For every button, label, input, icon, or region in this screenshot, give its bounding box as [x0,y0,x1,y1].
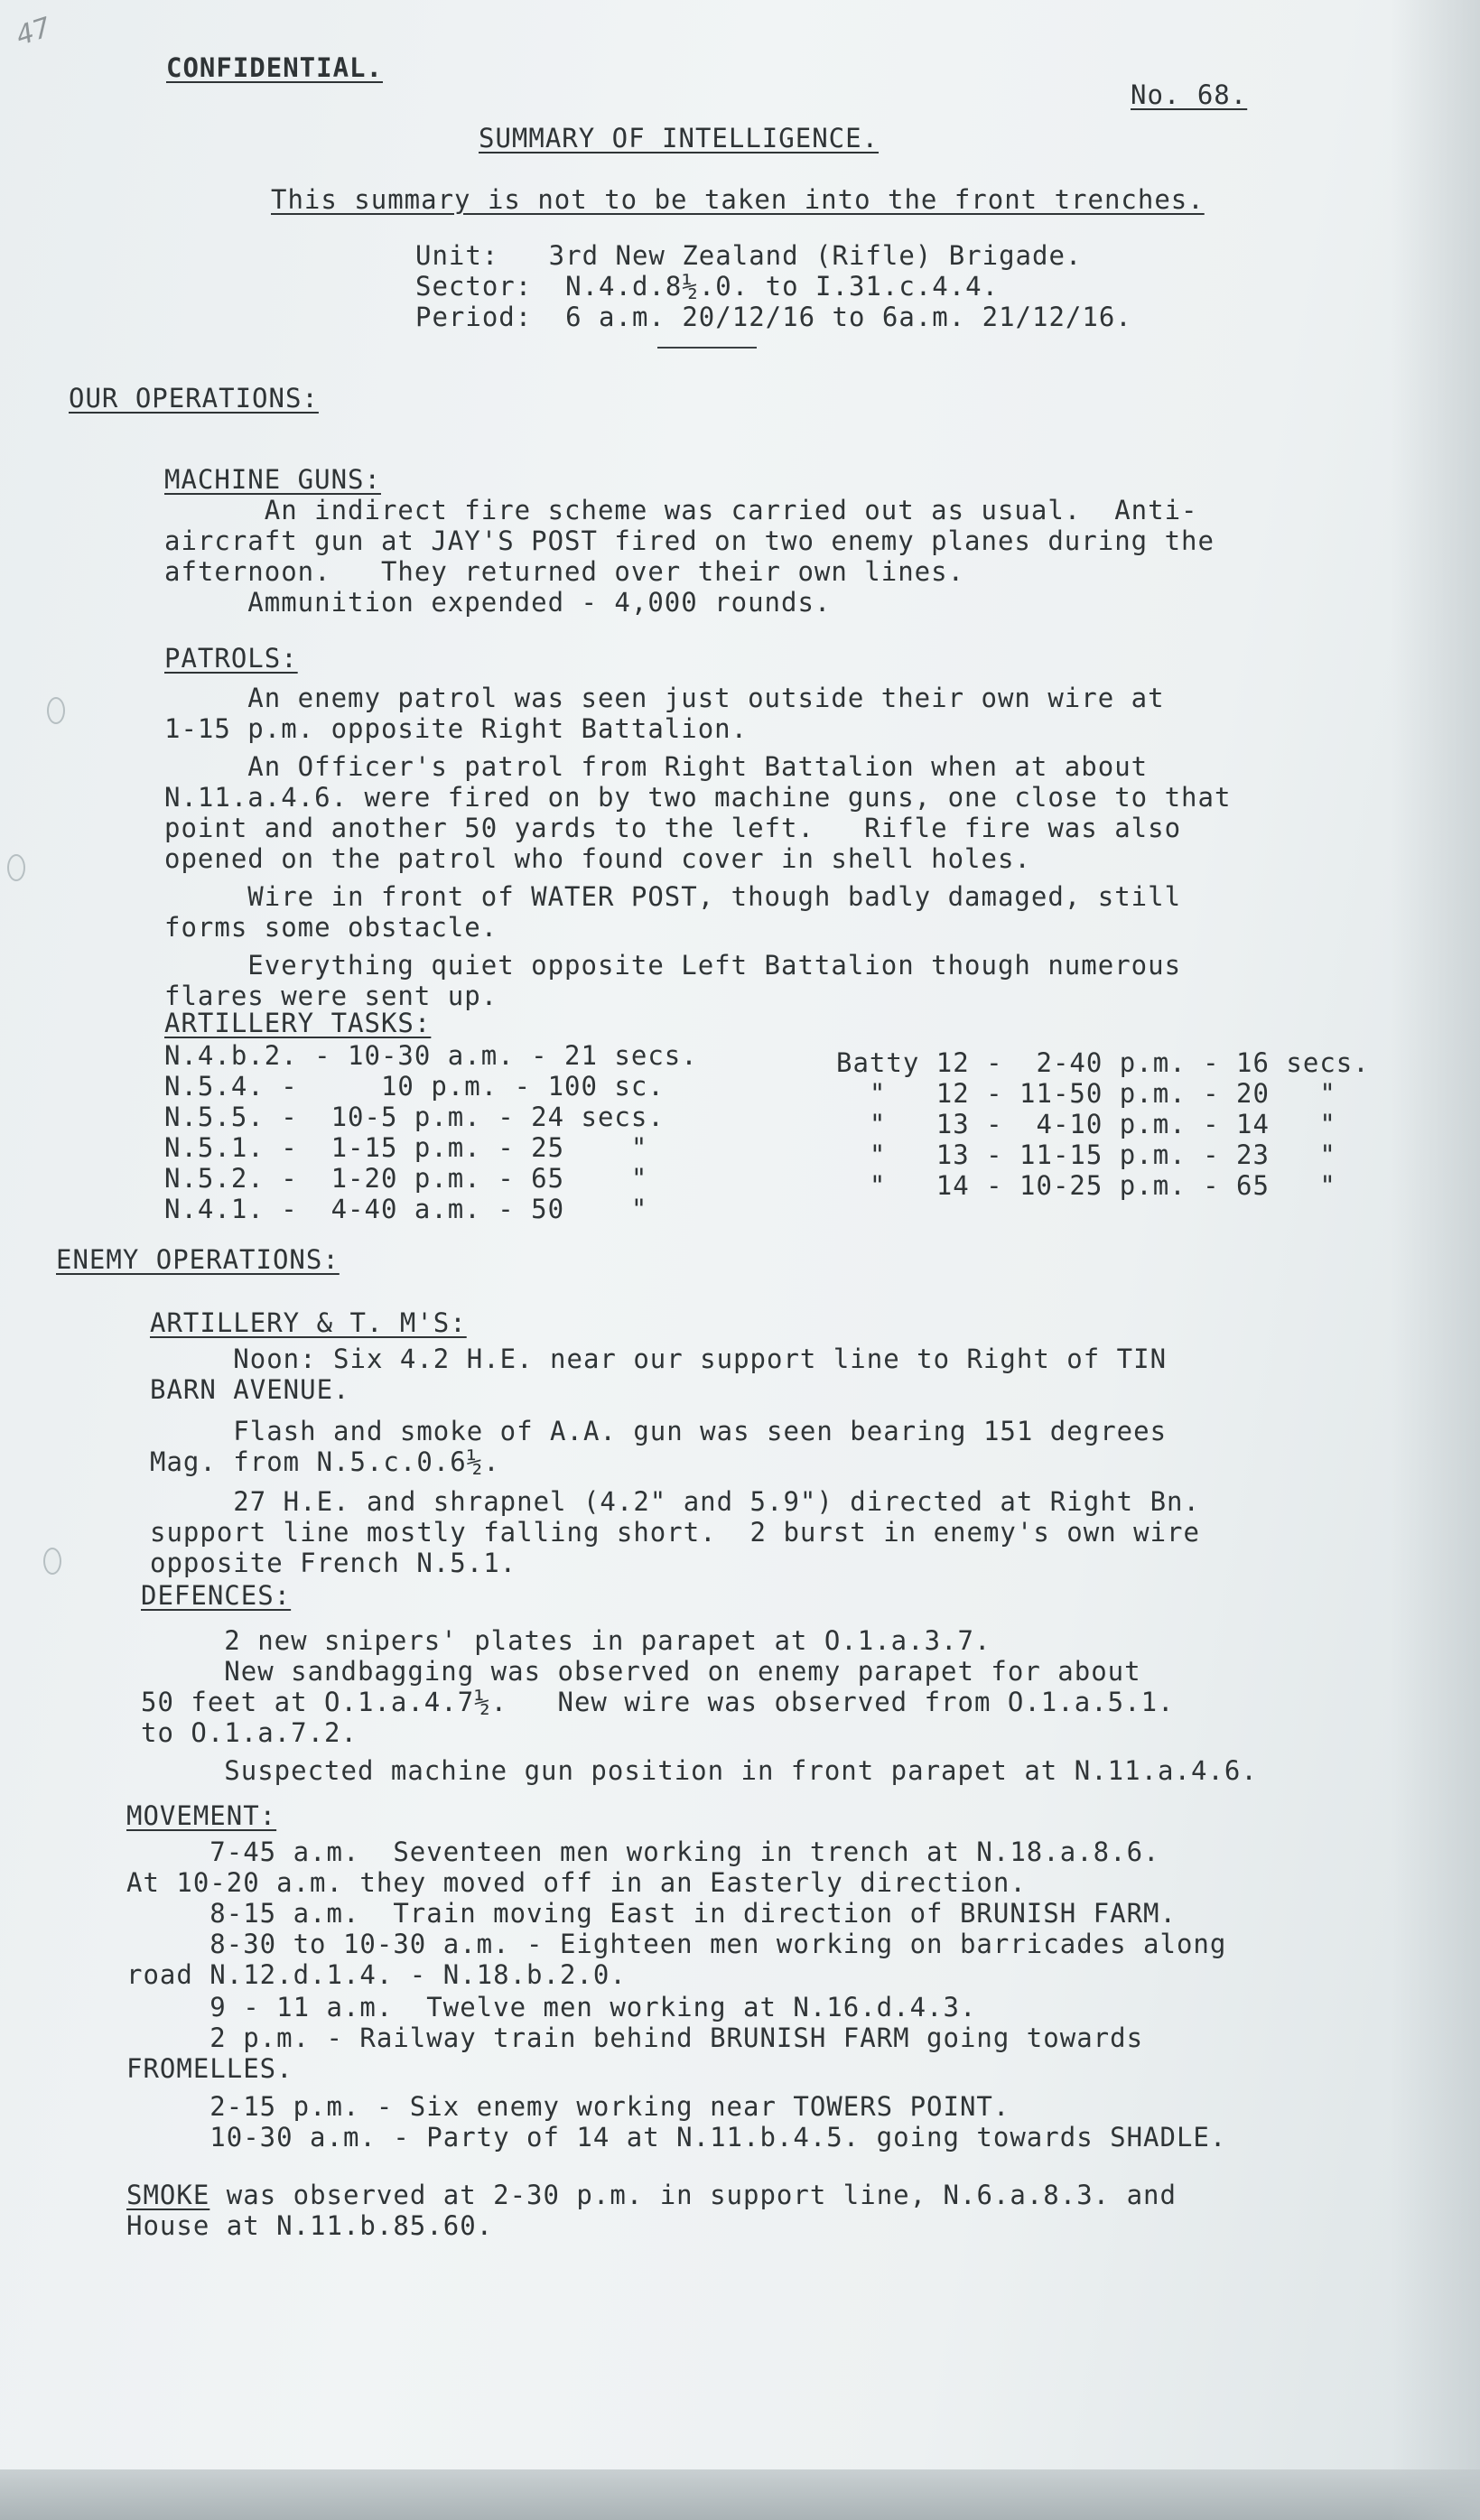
paragraph-line: forms some obstacle. [164,912,498,943]
paragraph-line: to O.1.a.7.2. [141,1717,358,1748]
section-heading-enemy-operations: ENEMY OPERATIONS: [56,1244,340,1275]
subheading-movement: MOVEMENT: [126,1800,277,1831]
section-heading-our-operations: OUR OPERATIONS: [69,383,319,414]
paragraph-line: Suspected machine gun position in front parapet at N.11.a.4.6. [141,1755,1258,1786]
paragraph-line: afternoon. They returned over their own lines. [164,556,965,587]
paragraph-line: Wire in front of WATER POST, though badly damaged, still [164,881,1182,912]
artillery-task-row: Batty 12 - 2-40 p.m. - 16 secs. [836,1047,1370,1078]
paragraph-line: aircraft gun at JAY'S POST fired on two enemy planes during the [164,525,1215,556]
sector-line: Sector: N.4.d.8½.0. to I.31.c.4.4. [415,271,1000,302]
artillery-task-row: " 12 - 11-50 p.m. - 20 " [836,1078,1336,1109]
paragraph-line: N.11.a.4.6. were fired on by two machine guns, one close to that [164,782,1232,813]
paragraph-line: Ammunition expended - 4,000 rounds. [164,587,832,618]
paragraph-line: support line mostly falling short. 2 burst in enemy's own wire [150,1517,1200,1548]
paragraph-line: opposite French N.5.1. [150,1548,517,1578]
paragraph-line: 50 feet at O.1.a.4.7½. New wire was observed from O.1.a.5.1. [141,1687,1175,1717]
warning-line: This summary is not to be taken into the front trenches. [271,184,1205,215]
document-title: SUMMARY OF INTELLIGENCE. [479,123,880,153]
punch-hole [43,1548,61,1575]
paragraph-line: 2 new snipers' plates in parapet at O.1.a.3.7. [141,1625,991,1656]
separator-rule [657,347,757,349]
paragraph-line: point and another 50 yards to the left. Rifle fire was also [164,813,1182,843]
paragraph-line: 9 - 11 a.m. Twelve men working at N.16.d.4.3. [126,1992,977,2023]
artillery-task-row: N.4.1. - 4-40 a.m. - 50 " [164,1194,648,1224]
artillery-task-row: N.5.2. - 1-20 p.m. - 65 " [164,1163,648,1194]
paragraph-line: At 10-20 a.m. they moved off in an Easterly direction. [126,1867,1027,1898]
subheading-smoke: SMOKE [126,2180,210,2210]
paragraph-line: Everything quiet opposite Left Battalion though numerous [164,950,1182,981]
subheading-machine-guns: MACHINE GUNS: [164,464,381,495]
artillery-task-row: N.5.5. - 10-5 p.m. - 24 secs. [164,1102,665,1132]
artillery-task-row: " 13 - 4-10 p.m. - 14 " [836,1109,1336,1139]
period-line: Period: 6 a.m. 20/12/16 to 6a.m. 21/12/16. [415,302,1132,332]
paragraph-line: 1-15 p.m. opposite Right Battalion. [164,713,749,744]
punch-hole [7,854,25,881]
paragraph-line: New sandbagging was observed on enemy parapet for about [141,1656,1141,1687]
unit-line: Unit: 3rd New Zealand (Rifle) Brigade. [415,240,1083,271]
artillery-task-row: " 14 - 10-25 p.m. - 65 " [836,1170,1336,1201]
smoke-text: was observed at 2-30 p.m. in support line, N.6.a.8.3. and [209,2180,1177,2210]
paragraph-line: BARN AVENUE. [150,1374,350,1405]
paragraph-line: opened on the patrol who found cover in shell holes. [164,843,1031,874]
paragraph-line: Flash and smoke of A.A. gun was seen bearing 151 degrees [150,1416,1168,1446]
summary-number: No. 68. [1131,79,1248,110]
paragraph-line: 27 H.E. and shrapnel (4.2" and 5.9") directed at Right Bn. [150,1486,1200,1517]
smoke-line [126,2180,1177,2210]
classification-label: CONFIDENTIAL. [166,52,383,83]
paragraph-line: 8-30 to 10-30 a.m. - Eighteen men working on barricades along [126,1929,1227,1959]
artillery-task-row: N.5.1. - 1-15 p.m. - 25 " [164,1132,648,1163]
subheading-artillery-tm: ARTILLERY & T. M'S: [150,1307,467,1338]
paragraph-line: 10-30 a.m. - Party of 14 at N.11.b.4.5. going towards SHADLE. [126,2122,1227,2153]
paragraph-line: 8-15 a.m. Train moving East in direction of BRUNISH FARM. [126,1898,1177,1929]
artillery-task-row: N.4.b.2. - 10-30 a.m. - 21 secs. [164,1040,698,1071]
artillery-task-row: " 13 - 11-15 p.m. - 23 " [836,1139,1336,1170]
pencil-annotation: 47 [12,11,55,53]
page-bottom-edge [0,2469,1480,2520]
paragraph-line: 7-45 a.m. Seventeen men working in trench at N.18.a.8.6. [126,1837,1160,1867]
paragraph-line: road N.12.d.1.4. - N.18.b.2.0. [126,1959,627,1990]
subheading-artillery-tasks: ARTILLERY TASKS: [164,1008,432,1038]
paragraph-line: FROMELLES. [126,2053,293,2084]
paragraph-line: Mag. from N.5.c.0.6½. [150,1446,500,1477]
subheading-defences: DEFENCES: [141,1580,292,1611]
paragraph-line: 2-15 p.m. - Six enemy working near TOWERS POINT. [126,2091,1010,2122]
paragraph-line: An enemy patrol was seen just outside their own wire at [164,683,1165,713]
artillery-task-row: N.5.4. - 10 p.m. - 100 sc. [164,1071,665,1102]
paragraph-line: Noon: Six 4.2 H.E. near our support line to Right of TIN [150,1344,1168,1374]
paragraph-line: House at N.11.b.85.60. [126,2210,494,2241]
paragraph-line: 2 p.m. - Railway train behind BRUNISH FARM going towards [126,2023,1144,2053]
paragraph-line: An indirect fire scheme was carried out as usual. Anti- [164,495,1198,525]
punch-hole [47,697,65,724]
paragraph-line: flares were sent up. [164,981,498,1011]
subheading-patrols: PATROLS: [164,643,298,674]
paragraph-line: An Officer's patrol from Right Battalion when at about [164,751,1149,782]
